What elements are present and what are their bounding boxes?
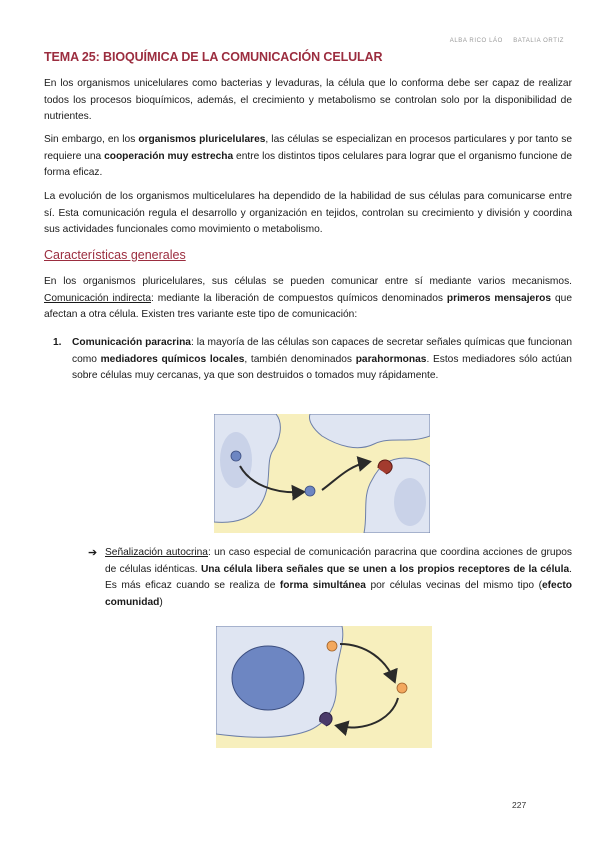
underlined-term: Comunicación indirecta [44, 292, 151, 304]
signal-molecule-traveling [305, 486, 315, 496]
list-item-paracrine [72, 335, 572, 385]
list-number: 1. [53, 337, 62, 348]
bold-term: Comunicación paracrina [72, 337, 191, 348]
section-title: Características generales [44, 248, 186, 262]
text-span: : un caso especial de comunicación paracrina que coordina acciones de grupos de células idénticas. [105, 547, 572, 575]
sub-item-autocrine [105, 545, 572, 611]
text-span: que afectan a otra célula. Existen tres variante este tipo de comunicación: [44, 292, 572, 320]
page-number: 227 [512, 800, 527, 810]
text-span: : la mayoría de las células son capaces de secretar señales químicas que funcionan como [72, 337, 572, 365]
nucleus [232, 646, 304, 710]
text-span: ) [159, 596, 163, 608]
header-meta [442, 38, 564, 44]
arrow-bullet-icon: ➔ [88, 547, 98, 559]
author-name: ALBA RICO LÁO [449, 38, 503, 44]
underlined-term: Señalización autocrina [105, 547, 208, 558]
text-span: Sin embargo, en los [44, 134, 139, 145]
signal-molecule-released [327, 641, 337, 651]
signal-molecule-source [231, 451, 241, 461]
autocrine-figure [216, 626, 432, 748]
text-span: : mediante la liberación de compuestos químicos denominados [151, 292, 447, 304]
signal-molecule-outside [397, 683, 407, 693]
bold-term: mediadores químicos locales [100, 353, 245, 365]
intro-paragraph-3: La evolución de los organismos multicelulares ha dependido de la habilidad de sus células para comunicarse entre sí. Esta comunicación regula el desarrollo y organización en tejidos, controlan su crecimiento y división y coordina sus actividades funcionales como movimiento o metabolismo. [44, 191, 572, 235]
bold-term: cooperación muy estrecha [104, 150, 234, 162]
page-title: TEMA 25: BIOQUÍMICA DE LA COMUNICACIÓN CELULAR [44, 50, 383, 64]
text-span: por células vecinas del mismo tipo ( [365, 580, 542, 591]
bold-term: efecto comunidad [105, 580, 572, 608]
intro-paragraph-1: En los organismos unicelulares como bacterias y levaduras, la célula que lo conforma debe ser capaz de realizar todos los procesos bioquímicos, además, el crecimiento y metabolismo se controlan solo por la disponibilidad de nutrientes. [44, 78, 572, 122]
section-paragraph [44, 274, 572, 324]
bold-term: organismos pluricelulares [138, 134, 266, 145]
bold-term: Una célula libera señales que se unen a los propios receptores de la célula [200, 563, 570, 575]
text-span: . Estos mediadores sólo actúan sobre células muy cercanas, ya que son destruidos o tomados muy rápidamente. [72, 353, 572, 381]
author-name-2: BATALIA ORTIZ [513, 38, 564, 44]
bold-term: forma simultánea [279, 580, 366, 591]
text-span: entre los distintos tipos celulares para lograr que el organismo funcione de forma eficaz. [44, 150, 572, 178]
bold-term: primeros mensajeros [446, 292, 552, 304]
text-span: . Es más eficaz cuando se realiza de [105, 563, 572, 591]
text-span: En los organismos pluricelulares, sus células se pueden comunicar entre sí mediante varios mecanismos. [44, 276, 572, 287]
bold-term: parahormonas [355, 353, 427, 365]
paracrine-figure [214, 414, 430, 533]
intro-paragraph-2 [44, 132, 572, 182]
text-span: , también denominados [244, 353, 356, 365]
text-span: , las células se especializan en procesos particulares y por tanto se requiere una [44, 134, 573, 162]
nucleus-right [394, 478, 426, 526]
